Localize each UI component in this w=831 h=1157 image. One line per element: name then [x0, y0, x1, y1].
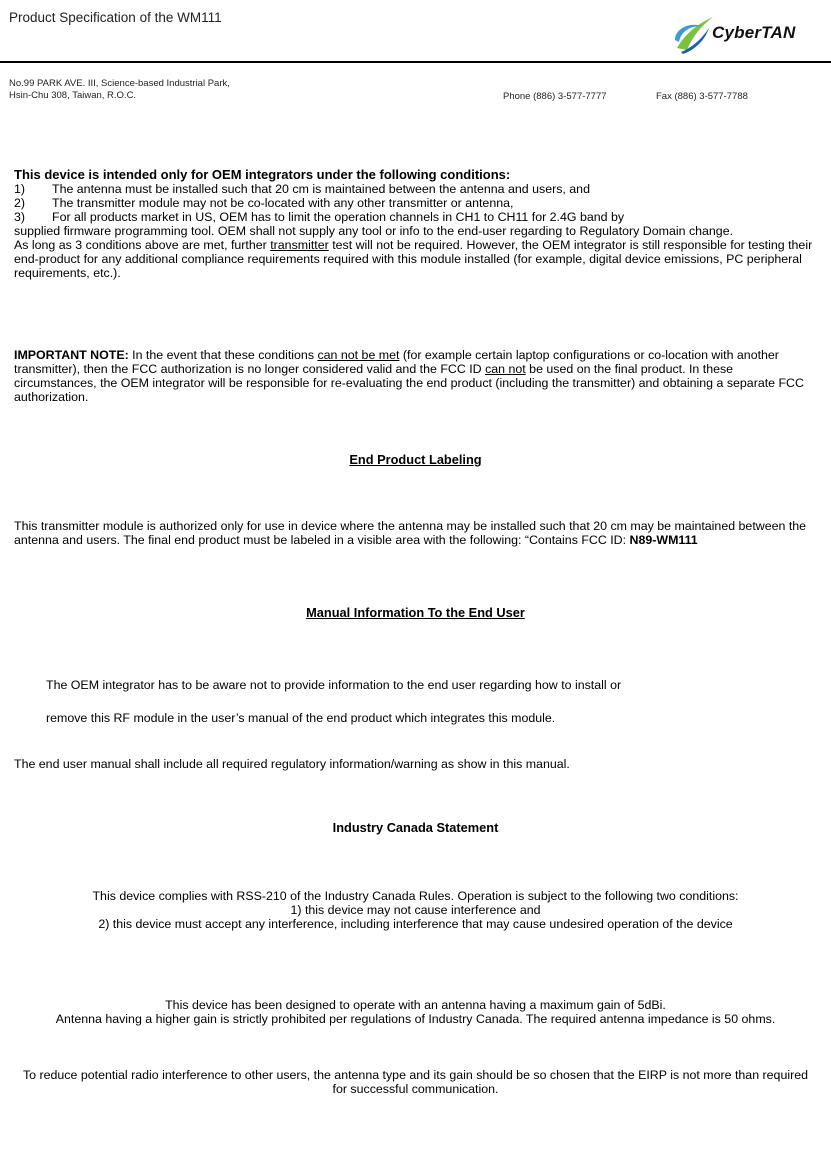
- manual-line-1: The OEM integrator has to be aware not to provide information to the end user regarding how to install or: [46, 678, 622, 692]
- condition-3-continuation: supplied firmware programming tool. OEM shall not supply any tool or info to the end-user regarding to Regulatory Domain change.: [14, 224, 734, 238]
- rss-210-text: This device complies with RSS-210 of the Industry Canada Rules. Operation is subject to the following two conditions:: [92, 889, 739, 903]
- condition-text: The antenna must be installed such that 20 cm is maintained between the antenna and users, and: [52, 182, 590, 196]
- labeling-paragraph: This transmitter module is authorized only for use in device where the antenna may be installed such that 20 cm may be maintained between the antenna and users. The final end product must be labeled in a visible area with the following: “Contains FCC ID: N89-WM111: [14, 519, 807, 547]
- company-address: [9, 78, 230, 102]
- condition-2: 2) this device must accept any interference, including interference that may cause undesired operation of the device: [98, 917, 733, 931]
- condition-1: 1) this device may not cause interference and: [290, 903, 541, 917]
- fax-number: Fax (886) 3-577-7788: [656, 91, 748, 102]
- header-divider: [0, 61, 831, 63]
- condition-text: The transmitter module may not be co-located with any other transmitter or antenna,: [52, 196, 514, 210]
- phone-number: Phone (886) 3-577-7777: [503, 91, 607, 102]
- condition-item: [14, 196, 817, 210]
- antenna-gain-paragraph: [20, 998, 811, 1026]
- condition-text: For all products market in US, OEM has to limit the operation channels in CH1 to CH11 for 2.4G band by: [52, 210, 625, 224]
- cybertan-logo: [671, 14, 821, 52]
- condition-number: 2): [14, 196, 26, 210]
- address-line-2: Hsin-Chu 308, Taiwan, R.O.C.: [9, 90, 137, 101]
- end-product-labeling-heading: End Product Labeling: [349, 452, 482, 467]
- address-line-1: No.99 PARK AVE. III, Science-based Industrial Park,: [9, 78, 230, 89]
- logo-text: CyberTAN: [712, 23, 796, 42]
- important-note: IMPORTANT NOTE: In the event that these conditions can not be met (for example certain laptop configurations or co-location with another transmitter), then the FCC authorization is no longer considered valid and the FCC ID can not be used on the final product. In these circumstances, the OEM integrator will be responsible for re-evaluating the end product (including the transmitter) and obtaining a separate FCC authorization.: [14, 348, 804, 404]
- manual-line-3: The end user manual shall include all required regulatory information/warning as show in this manual.: [14, 757, 570, 771]
- condition-item: [14, 210, 817, 224]
- industry-canada-heading: Industry Canada Statement: [332, 820, 499, 835]
- swoosh-logo-icon: [671, 14, 717, 54]
- manual-line-2: remove this RF module in the user’s manual of the end product which integrates this module.: [46, 711, 556, 725]
- antenna-impedance-line: Antenna having a higher gain is strictly prohibited per regulations of Industry Canada. The required antenna impedance is 50 ohms.: [55, 1012, 776, 1026]
- oem-conditions-section: [14, 168, 817, 280]
- document-header-title: Product Specification of the WM111: [9, 10, 222, 25]
- important-label: IMPORTANT NOTE:: [14, 348, 129, 362]
- fcc-id: N89-WM111: [629, 533, 698, 547]
- manual-information-heading: Manual Information To the End User: [306, 605, 525, 620]
- retest-paragraph: As long as 3 conditions above are met, further transmitter test will not be required. However, the OEM integrator is still responsible for testing their end-product for any additional compliance requirements required with this module installed (for example, digital device emissions, PC peripheral requirements, etc.).: [14, 238, 813, 280]
- condition-number: 1): [14, 182, 26, 196]
- radio-interference-paragraph: To reduce potential radio interference to other users, the antenna type and its gain should be so chosen that the EIRP is not more than required for successful communication.: [22, 1068, 808, 1096]
- canada-compliance-paragraph: [20, 889, 811, 931]
- condition-item: [14, 182, 817, 196]
- oem-heading: This device is intended only for OEM integrators under the following conditions:: [14, 167, 511, 182]
- antenna-gain-line: This device has been designed to operate with an antenna having a maximum gain of 5dBi.: [165, 998, 666, 1012]
- condition-number: 3): [14, 210, 26, 224]
